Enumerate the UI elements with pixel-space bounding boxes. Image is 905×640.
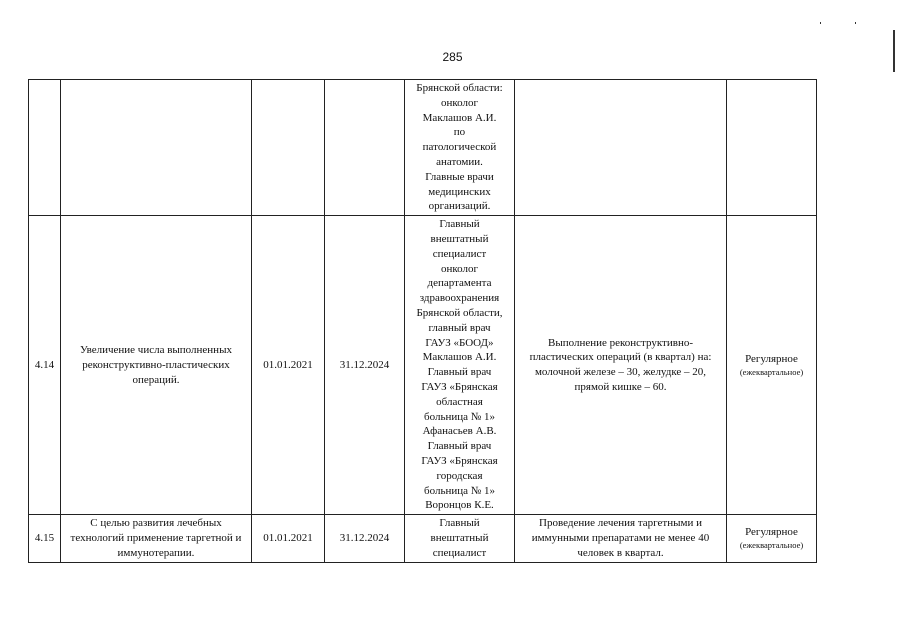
frequency [727,216,817,515]
event-description: Увеличение числа выполненных реконструктивно-пластических операций. [61,216,252,515]
event-description [61,80,252,216]
scan-artifact-dot [855,22,856,24]
item-number [29,80,61,216]
frequency-label: Регулярное [745,526,798,539]
scan-artifact-dot [820,22,821,24]
frequency-note: (ежеквартальное) [739,367,804,378]
responsible-persons: Главный внештатный специалист [405,515,515,562]
frequency [727,80,817,216]
end-date [325,80,405,216]
item-number: 4.14 [29,216,61,515]
table-row-4-14 [29,216,817,515]
table-row-4-15 [29,515,817,562]
responsible-persons: Главный внештатный специалист онколог департамента здравоохранения Брянской области, главный врач ГАУЗ «БООД» Маклашов А.И. Главный врач ГАУЗ «Брянская областная больница № 1» Афанасьев А.В. Главный врач ГАУЗ «Брянская городская больница № 1» Воронцов К.Е. [405,216,515,515]
indicator [515,80,727,216]
item-number: 4.15 [29,515,61,562]
responsible-persons: Брянской области: онколог Маклашов А.И. по патологической анатомии. Главные врачи медицинских организаций. [405,80,515,216]
start-date: 01.01.2021 [252,216,325,515]
table-row-continued [29,80,817,216]
page-number: 285 [442,50,463,64]
frequency [727,515,817,562]
frequency-label: Регулярное [745,353,798,366]
event-description: С целью развития лечебных технологий применение таргетной и иммунотерапии. [61,515,252,562]
frequency-note: (ежеквартальное) [739,540,804,551]
indicator: Проведение лечения таргетными и иммунными препаратами не менее 40 человек в квартал. [515,515,727,562]
end-date: 31.12.2024 [325,216,405,515]
indicator: Выполнение реконструктивно-пластических операций (в квартал) на: молочной железе – 30, желудке – 20, прямой кишке – 60. [515,216,727,515]
start-date [252,80,325,216]
start-date: 01.01.2021 [252,515,325,562]
end-date: 31.12.2024 [325,515,405,562]
scan-artifact-line [893,30,895,72]
action-plan-table [28,79,817,563]
